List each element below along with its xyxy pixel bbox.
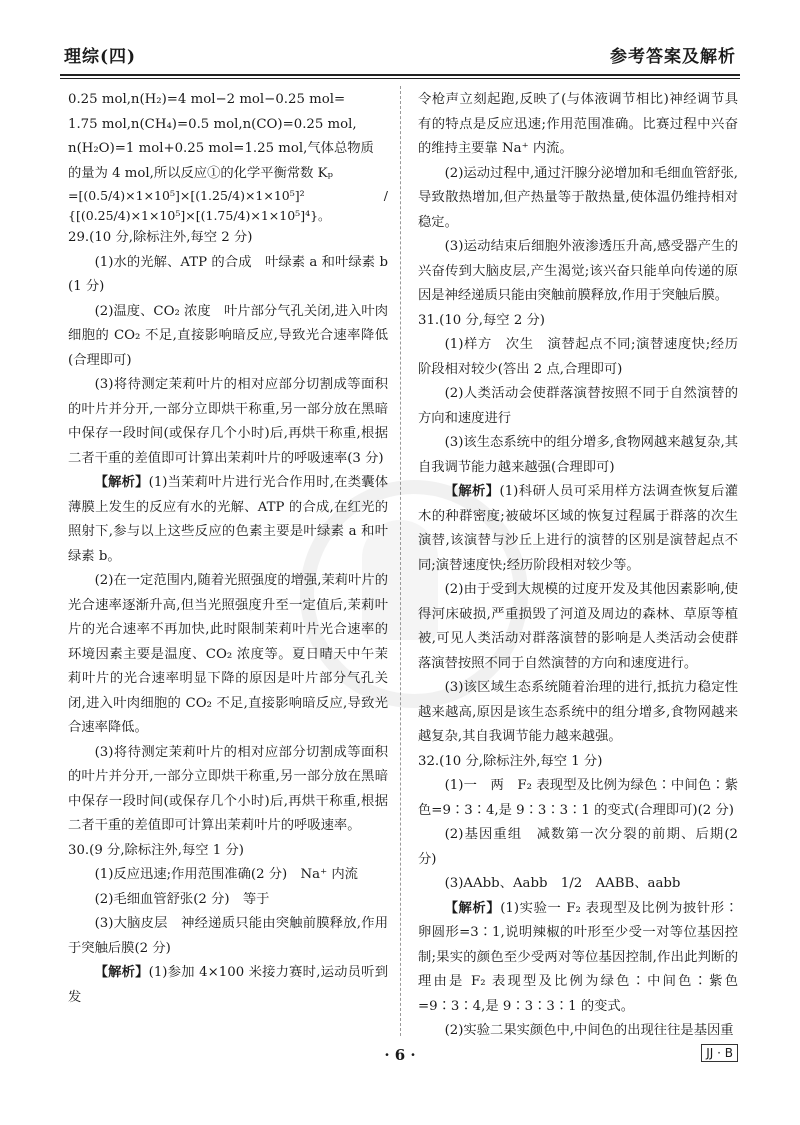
paragraph-text: 30.(9 分,除标注外,每空 1 分) — [68, 842, 244, 858]
paragraph — [68, 912, 388, 961]
paragraph — [418, 774, 738, 823]
paragraph-text: (3)该生态系统中的组分增多,食物网越来越复杂,其自我调节能力越来越强(合理即可) — [418, 435, 738, 475]
header-rule-thin — [60, 78, 740, 79]
column-divider — [400, 86, 401, 1036]
paragraph — [68, 839, 388, 864]
paragraph-text: (1)一 两 F₂ 表现型及比例为绿色∶中间色∶紫色=9∶3∶4,是 9∶3∶3∶1 的变式(合理即可)(2 分) — [418, 778, 738, 818]
analysis-tag: 【解析】 — [444, 484, 500, 499]
paragraph — [68, 741, 388, 839]
paragraph — [418, 1019, 738, 1044]
paragraph-text: (3)将待测定茉莉叶片的相对应部分切割成等面积的叶片并分开,一部分立即烘干称重,另一部分放在黑暗中保存一段时间(或保存几个小时)后,再烘干称重,根据二者干重的差值即可计算出茉莉叶片的呼吸速率。 — [68, 744, 388, 833]
paragraph — [418, 382, 738, 431]
edition-code: JJ · B — [701, 1044, 738, 1062]
paragraph — [418, 431, 738, 480]
analysis-tag: 【解析】 — [444, 900, 501, 916]
paragraph-text: 的量为 4 mol,所以反应①的化学平衡常数 Kₚ — [68, 165, 333, 181]
analysis-tag: 【解析】 — [94, 475, 149, 490]
paragraph-text: 32.(10 分,除标注外,每空 1 分) — [418, 753, 603, 769]
subject-title: 理综(四) — [64, 47, 137, 67]
paragraph-text: (3)大脑皮层 神经递质只能由突触前膜释放,作用于突触后膜(2 分) — [68, 916, 388, 956]
paragraph-text: 0.25 mol,n(H₂)=4 mol−2 mol−0.25 mol= — [68, 92, 346, 107]
paragraph-text: (1)实验一 F₂ 表现型及比例为披针形∶卵圆形=3∶1,说明辣椒的叶形至少受一对等位基因控制;果实的颜色至少受两对等位基因控制,作出此判断的理由是 F₂ 表现型及比例为绿色∶中间色∶紫色=9∶3∶4,是 9∶3∶3∶1 的变式。 — [418, 900, 738, 1014]
paragraph-text: (1)科研人员可采用样方法调查恢复后灌木的种群密度;被破坏区域的恢复过程属于群落的次生演替,该演替与沙丘上进行的演替的区别是演替起点不同;演替速度快;经历阶段相对较少等。 — [418, 484, 739, 573]
paragraph-text: (2)实验二果实颜色中,中间色的出现往往是基因重 — [444, 1023, 734, 1038]
paragraph — [68, 300, 388, 374]
left-column — [68, 88, 388, 1010]
paragraph-text: 令枪声立刻起跑,反映了(与体液调节相比)神经调节具有的特点是反应迅速;作用范围准确。比赛过程中兴奋的维持主要靠 Na⁺ 内流。 — [418, 92, 738, 156]
paragraph — [418, 480, 738, 578]
paragraph-text: (3)运动结束后细胞外液渗透压升高,感受器产生的兴奋传到大脑皮层,产生渴觉;该兴奋只能单向传递的原因是神经递质只能由突触前膜释放,作用于突触后膜。 — [418, 239, 738, 303]
paragraph-text: (1)样方 次生 演替起点不同;演替速度快;经历阶段相对较少(答出 2 点,合理即可) — [418, 337, 738, 377]
header-rule-thick — [60, 74, 740, 76]
paragraph — [68, 471, 388, 569]
page-header — [60, 42, 740, 70]
paragraph — [68, 863, 388, 888]
paragraph — [68, 88, 388, 113]
paragraph — [68, 569, 388, 741]
paragraph-text: (1)参加 4×100 米接力赛时,运动员听到发 — [68, 965, 388, 1005]
paragraph-text: (3)将待测定茉莉叶片的相对应部分切割成等面积的叶片并分开,一部分立即烘干称重,另一部分放在黑暗中保存一段时间(或保存几个小时)后,再烘干称重,根据二者干重的差值即可计算出茉莉叶片的呼吸速率(3 分) — [68, 377, 388, 466]
paragraph-text: 1.75 mol,n(CH₄)=0.5 mol,n(CO)=0.25 mol, — [68, 116, 357, 132]
paragraph-text: n(H₂O)=1 mol+0.25 mol=1.25 mol,气体总物质 — [68, 141, 374, 156]
paragraph — [418, 676, 738, 750]
paragraph — [418, 872, 738, 897]
paragraph — [418, 235, 738, 309]
paragraph-text: (2)由于受到大规模的过度开发及其他因素影响,使得河床破损,严重损毁了河道及周边的森林、草原等植被,可见人类活动对群落演替的影响是人类活动会使群落演替按照不同于自然演替的方向和速度进行。 — [418, 582, 738, 671]
paragraph — [68, 113, 388, 138]
paragraph-text: (2)在一定范围内,随着光照强度的增强,茉莉叶片的光合速率逐渐升高,但当光照强度升至一定值后,茉莉叶片的光合速率不再加快,此时限制茉莉叶片光合速率的环境因素主要是温度、CO₂ 浓度等。夏日晴天中午茉莉叶片的光合速率明显下降的原因是叶片部分气孔关闭,进入叶肉细胞的 CO₂ 不足,直接影响暗反应,导致光合速率降低。 — [68, 573, 388, 735]
paragraph-text: 31.(10 分,每空 2 分) — [418, 312, 545, 328]
analysis-tag: 【解析】 — [94, 965, 149, 980]
paragraph — [418, 897, 738, 1020]
paragraph-text: (2)人类活动会使群落演替按照不同于自然演替的方向和速度进行 — [418, 386, 738, 426]
paragraph — [418, 823, 738, 872]
paragraph — [418, 333, 738, 382]
paragraph — [68, 251, 388, 300]
paragraph — [68, 137, 388, 162]
paragraph-text: (2)基因重组 减数第一次分裂的前期、后期(2 分) — [418, 827, 738, 867]
paragraph — [68, 888, 388, 913]
paragraph — [68, 226, 388, 251]
paragraph — [418, 750, 738, 775]
paragraph-text: (1)水的光解、ATP 的合成 叶绿素 a 和叶绿素 b (1 分) — [68, 254, 388, 294]
paragraph — [68, 961, 388, 1010]
paragraph-text: 29.(10 分,除标注外,每空 2 分) — [68, 230, 253, 245]
right-column — [418, 88, 738, 1044]
paragraph-text: (2)运动过程中,通过汗腺分泌增加和毛细血管舒张,导致散热增加,但产热量等于散热量,使体温仍维持相对稳定。 — [418, 165, 738, 230]
paragraph-text: (2)毛细血管舒张(2 分) 等于 — [94, 891, 270, 907]
paragraph-text: =[(0.5/4)×1×10⁵]×[(1.25/4)×1×10⁵]² / {[(0.25/4)×1×10⁵]×[(1.75/4)×1×10⁵]⁴}。 — [68, 188, 388, 223]
paragraph — [418, 578, 738, 676]
section-title: 参考答案及解析 — [610, 47, 736, 67]
paragraph — [68, 373, 388, 471]
paragraph — [68, 162, 388, 187]
paragraph — [68, 186, 388, 226]
paragraph-text: (1)反应迅速;作用范围准确(2 分) Na⁺ 内流 — [94, 867, 358, 882]
paragraph — [418, 162, 738, 236]
paragraph — [418, 309, 738, 334]
paragraph-text: (2)温度、CO₂ 浓度 叶片部分气孔关闭,进入叶肉细胞的 CO₂ 不足,直接影响暗反应,导致光合速率降低(合理即可) — [68, 303, 388, 368]
paragraph — [418, 88, 738, 162]
paragraph-text: (3)AAbb、Aabb 1/2 AABB、aabb — [444, 876, 681, 891]
paragraph-text: (3)该区域生态系统随着治理的进行,抵抗力稳定性越来越高,原因是该生态系统中的组分增多,食物网越来越复杂,其自我调节能力越来越强。 — [418, 680, 738, 744]
paragraph-text: (1)当茉莉叶片进行光合作用时,在类囊体薄膜上发生的反应有水的光解、ATP 的合成,在红光的照射下,参与以上这些反应的色素主要是叶绿素 a 和叶绿素 b。 — [68, 475, 389, 564]
page-number: · 6 · — [384, 1046, 416, 1064]
